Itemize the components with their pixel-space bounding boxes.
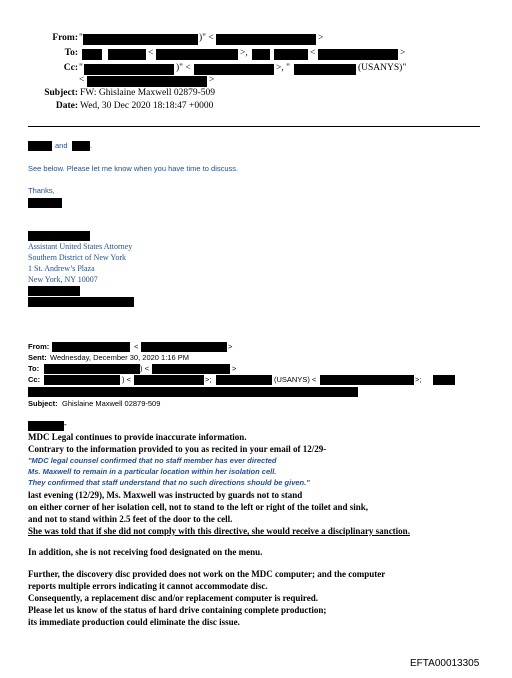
fwd-subject-label: Subject: <box>28 399 58 408</box>
redaction-box <box>72 141 93 151</box>
redaction-box <box>82 49 102 60</box>
cc-lt: < <box>79 75 85 85</box>
redaction-box <box>152 364 230 374</box>
cc-usanys: (USANYS)" <box>358 63 407 73</box>
redaction-box <box>318 49 398 60</box>
redaction-box <box>28 297 134 307</box>
fwd-cc-end: >; <box>415 375 422 384</box>
redaction-box <box>216 34 316 45</box>
fwd-from-lt: < <box>134 342 139 351</box>
reply-period: . <box>90 141 93 150</box>
from-end: > <box>318 33 324 43</box>
fwd-from-label: From: <box>28 342 50 351</box>
redaction-box <box>28 421 64 431</box>
redaction-box <box>108 49 146 60</box>
redaction-box <box>28 141 52 151</box>
redaction-box <box>28 387 358 397</box>
signature-street: 1 St. Andrew’s Plaza <box>28 264 95 273</box>
from-quote: " <box>79 33 83 43</box>
fwd-cc-label: Cc: <box>28 375 41 384</box>
body-quote-2: Ms. Maxwell to remain in a particular location within her isolation cell. <box>28 467 277 476</box>
body-line-8: Further, the discovery disc provided does not work on the MDC computer; and the computer <box>28 569 386 579</box>
body-line-6: She was told that if she did not comply with this directive, she would receive a disciplinary sanction. <box>28 526 410 536</box>
header-divider <box>28 126 480 127</box>
body-dash: - <box>64 420 67 429</box>
reply-thanks: Thanks, <box>28 186 55 195</box>
to-lt1: < <box>148 48 154 58</box>
cc-label: Cc: <box>63 63 78 73</box>
body-line-4: on either corner of her isolation cell, not to stand to the left or right of the toilet and sink, <box>28 502 369 512</box>
redaction-box <box>28 198 62 208</box>
fwd-cc-mid: ) < <box>122 375 131 384</box>
bates-number: EFTA00013305 <box>410 658 480 669</box>
to-gt2: > <box>400 48 406 58</box>
redaction-box <box>294 64 356 75</box>
date-label: Date: <box>55 101 78 111</box>
fwd-to-mid: ) < <box>140 364 149 373</box>
signature-office: Southern District of New York <box>28 253 126 262</box>
reply-body: See below. Please let me know when you have time to discuss. <box>28 164 239 173</box>
subject-value: FW: Ghislaine Maxwell 02879-509 <box>80 88 216 98</box>
body-line-1: MDC Legal continues to provide inaccurate information. <box>28 432 247 442</box>
fwd-cc-usanys: (USANYS) < <box>274 375 317 384</box>
signature-title: Assistant United States Attorney <box>28 242 133 251</box>
fwd-from-gt: > <box>228 342 233 351</box>
cc-quote: " <box>79 63 83 73</box>
cc-mid1: )" < <box>176 63 191 73</box>
body-line-7: In addition, she is not receiving food designated on the menu. <box>28 547 263 557</box>
fwd-to-gt: > <box>232 364 237 373</box>
redaction-box <box>156 49 238 60</box>
redaction-box <box>44 364 140 374</box>
to-label: To: <box>64 48 78 58</box>
redaction-box <box>44 375 120 385</box>
body-line-9: reports multiple errors indicating it cannot accommodate disc. <box>28 581 268 591</box>
fwd-subject-value: Ghislaine Maxwell 02879-509 <box>62 399 161 408</box>
to-gt1: >, <box>240 48 248 58</box>
redaction-box <box>52 342 130 352</box>
redaction-box <box>134 375 204 385</box>
body-quote-3: They confirmed that staff understand that no such directions should be given." <box>28 478 310 487</box>
redaction-box <box>28 286 80 296</box>
body-line-12: its immediate production could eliminate the disc issue. <box>28 617 240 627</box>
redaction-box <box>84 64 174 75</box>
redaction-box <box>28 231 90 241</box>
redaction-box <box>320 375 414 385</box>
body-line-11: Please let us know of the status of hard drive containing complete production; <box>28 605 327 615</box>
redaction-box <box>83 34 198 45</box>
from-mid: )" < <box>199 33 214 43</box>
fwd-to-label: To: <box>28 364 40 373</box>
fwd-sent-label: Sent: <box>28 353 47 362</box>
date-value: Wed, 30 Dec 2020 18:18:47 +0000 <box>80 101 214 111</box>
redaction-box <box>433 375 455 385</box>
body-line-3: last evening (12/29), Ms. Maxwell was instructed by guards not to stand <box>28 490 303 500</box>
body-line-2: Contrary to the information provided to you as recited in your email of 12/29- <box>28 444 327 454</box>
redaction-box <box>252 49 270 60</box>
body-line-5: and not to stand within 2.5 feet of the door to the cell. <box>28 514 233 524</box>
fwd-cc-sep: >; <box>205 375 212 384</box>
redaction-box <box>274 49 308 60</box>
cc-mid2: >, " <box>276 63 290 73</box>
from-label: From: <box>52 33 78 43</box>
cc-gt: > <box>209 75 215 85</box>
body-line-10: Consequently, a replacement disc and/or replacement computer is required. <box>28 593 318 603</box>
redaction-box <box>141 342 227 352</box>
reply-and: and <box>55 141 68 150</box>
body-quote-1: "MDC legal counsel confirmed that no staff member has ever directed <box>28 456 277 465</box>
to-lt2: < <box>310 48 316 58</box>
redaction-box <box>194 64 274 75</box>
subject-label: Subject: <box>44 88 78 98</box>
redaction-box <box>216 375 272 385</box>
signature-city: New York, NY 10007 <box>28 275 98 284</box>
fwd-sent-value: Wednesday, December 30, 2020 1:16 PM <box>50 353 189 362</box>
redaction-box <box>87 76 207 87</box>
